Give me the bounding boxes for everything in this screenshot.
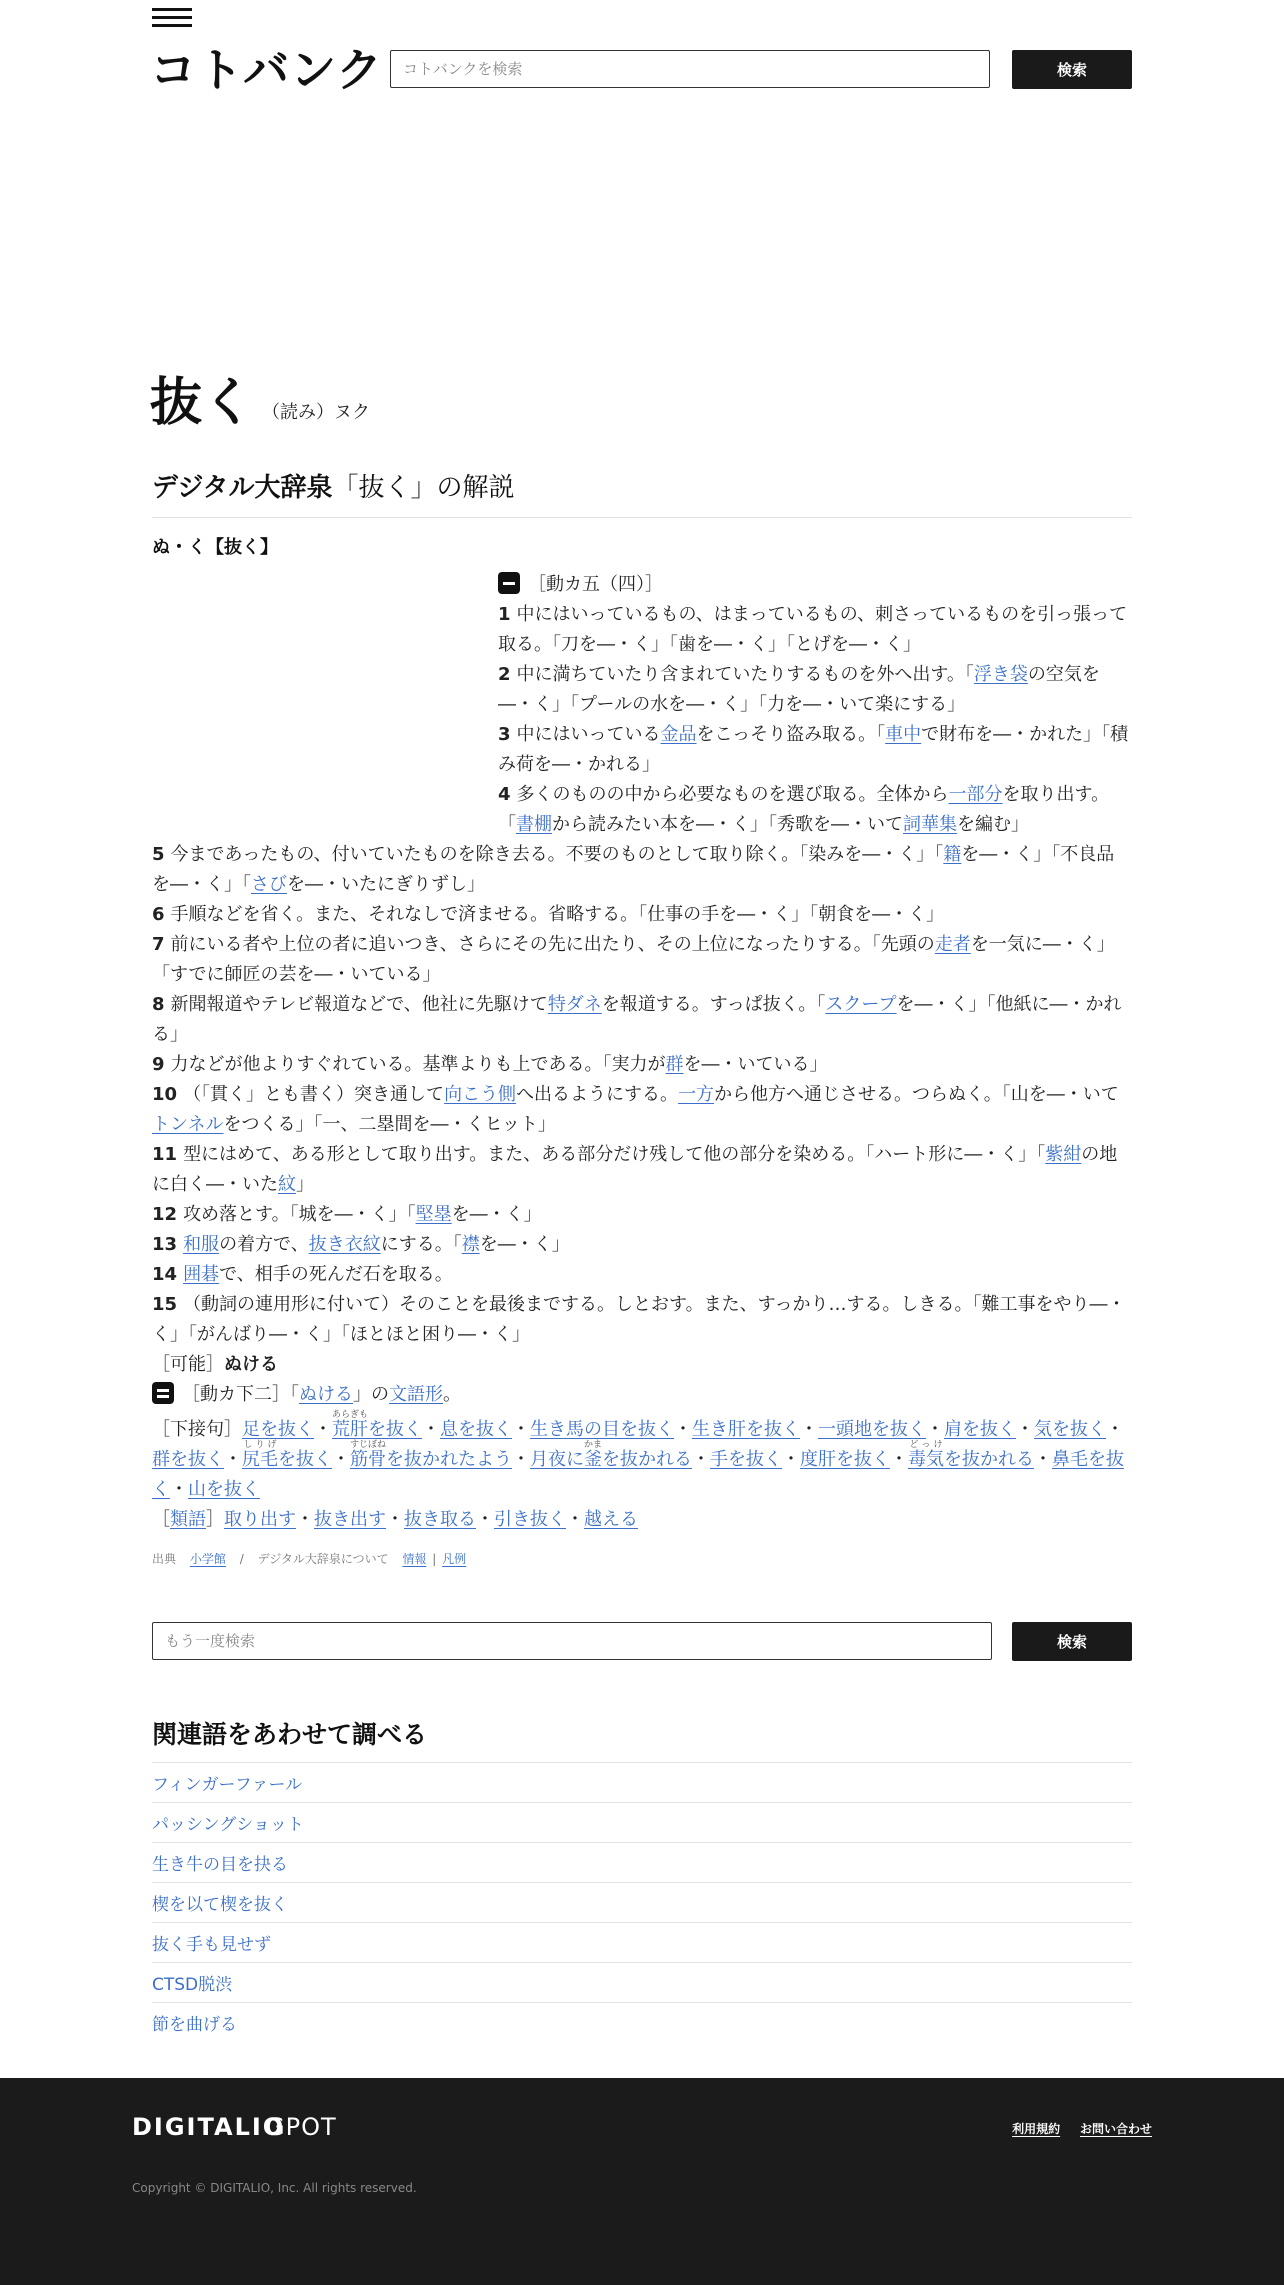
sense-text: をつくる」「一、二塁間を―・くヒット」	[223, 1114, 556, 1135]
term-link[interactable]: 文語形	[389, 1384, 443, 1405]
sense-number: 2	[498, 664, 511, 685]
pos-label: ［動カ五（四）］	[528, 574, 663, 595]
sense-14	[152, 1260, 1132, 1290]
about-text: デジタル大辞泉について	[257, 1552, 389, 1566]
sense-text: 中に満ちていたり含まれていたりするものを外へ出す。「	[516, 664, 974, 685]
term-link[interactable]: 向こう側	[444, 1084, 517, 1105]
bracket: ［	[152, 1509, 170, 1530]
sense-text: で財布を―・かれた」「積み荷を―・かれる」	[498, 724, 1129, 775]
related-link[interactable]: パッシングショット	[152, 1815, 304, 1835]
phrase-link[interactable]: 一頭地を抜く	[818, 1419, 927, 1440]
separator: ・	[674, 1419, 693, 1440]
dictionary-suffix: 「抜く」の解説	[332, 473, 515, 503]
source-label: 出典	[152, 1552, 177, 1566]
sense-text: を―・く」	[451, 1204, 542, 1225]
legend-link[interactable]: 凡例	[442, 1552, 467, 1566]
entry-head: ぬ・く【抜く】	[152, 537, 278, 558]
phrase-link[interactable]: 手を抜く	[710, 1449, 783, 1470]
term-link[interactable]: さび	[251, 874, 287, 895]
sense-text: を一気に―・く」「すでに師匠の芸を―・いている」	[152, 934, 1115, 985]
footer-logo-digitalio[interactable]: DIGITALIO	[132, 2113, 286, 2141]
sense-text: の地に白く―・いた	[152, 1144, 1118, 1195]
synonym-list	[152, 1505, 1132, 1535]
related-link[interactable]: CTSD脱渋	[152, 1975, 233, 1995]
separator: ・	[224, 1449, 242, 1470]
phrase-link[interactable]: 荒肝あらぎもを抜く	[332, 1410, 423, 1440]
term-link[interactable]: 走者	[934, 934, 971, 955]
related-link[interactable]: 節を曲げる	[152, 2015, 237, 2035]
separator: ・	[566, 1509, 584, 1530]
phrase-link[interactable]: 生き馬の目を抜く	[530, 1419, 675, 1440]
related-link[interactable]: 生き牛の目を抉る	[152, 1855, 288, 1875]
related-link[interactable]: 楔を以て楔を抜く	[152, 1895, 288, 1915]
phrase-link[interactable]: 筋骨すじぼねを抜かれたよう	[350, 1440, 513, 1470]
term-link[interactable]: 紋	[278, 1174, 296, 1195]
phrase-label: ［下接句］	[152, 1419, 242, 1440]
search-button[interactable]: 検索	[1012, 50, 1132, 89]
pos-text: 」の	[353, 1384, 389, 1405]
sense-number: 10	[152, 1084, 178, 1105]
related-item	[152, 1882, 1132, 1922]
sense-text: の空気を―・く」「プールの水を―・く」「力を―・いて楽にする」	[498, 664, 1100, 715]
separator: ・	[476, 1509, 494, 1530]
term-link[interactable]: 籍	[943, 844, 962, 865]
term-link[interactable]: 詞華集	[903, 814, 957, 835]
sense-5	[152, 840, 1132, 900]
separator: ・	[386, 1509, 404, 1530]
ad-space	[152, 570, 498, 840]
sense-number: 4	[498, 784, 511, 805]
sense-text: を取り出す。「	[498, 784, 1110, 835]
separator: ・	[512, 1419, 531, 1440]
term-link[interactable]: 一方	[678, 1084, 715, 1105]
phrase-link[interactable]: 群を抜く	[152, 1449, 224, 1470]
bracket: ］	[206, 1509, 224, 1530]
synonym-label-link[interactable]: 類語	[170, 1509, 206, 1530]
footer	[0, 2078, 1284, 2285]
page-title: 抜く	[150, 373, 255, 433]
synonym-link[interactable]: 取り出す	[224, 1509, 296, 1530]
sense-number: 9	[152, 1054, 165, 1075]
related-heading: 関連語をあわせて調べる	[152, 1720, 428, 1749]
term-link[interactable]: 特ダネ	[547, 994, 602, 1015]
sense-text: を―・く」	[479, 1234, 570, 1255]
potential-label: ［可能］	[152, 1354, 224, 1375]
sense-number: 11	[152, 1144, 178, 1165]
phrase-link[interactable]: 息を抜く	[440, 1419, 513, 1440]
related-item	[152, 1842, 1132, 1882]
sense-text: 力などが他よりすぐれている。基準よりも上である。「実力が	[170, 1054, 666, 1075]
sense-text: 攻め落とす。「城を―・く」「	[183, 1204, 416, 1225]
search-input[interactable]	[390, 50, 990, 88]
pos-2	[152, 1380, 1132, 1410]
potential-word: ぬける	[224, 1354, 278, 1375]
separator: ・	[890, 1449, 909, 1470]
separator: |	[432, 1552, 437, 1566]
phrase-link[interactable]: 肩を抜く	[944, 1419, 1017, 1440]
related-item	[152, 1922, 1132, 1962]
phrase-link[interactable]: 尻毛しりげを抜く	[242, 1440, 332, 1470]
sense-text: 型にはめて、ある形として取り出す。また、ある部分だけ残して他の部分を染める。「ハート形に―・く」「	[183, 1144, 1046, 1165]
publisher-link[interactable]: 小学館	[189, 1552, 226, 1566]
source-line	[152, 1550, 466, 1567]
sense-text: を―・く」「不良品を―・く」「	[152, 844, 1115, 895]
sense-text: 新聞報道やテレビ報道などで、他社に先駆けて	[170, 994, 548, 1015]
phrase-list	[152, 1410, 1132, 1505]
potential-form	[152, 1350, 1132, 1380]
search-again-button[interactable]: 検索	[1012, 1622, 1132, 1661]
phrase-link[interactable]: 足を抜く	[242, 1419, 314, 1440]
pos-text: 。	[443, 1384, 461, 1405]
related-item	[152, 2002, 1132, 2042]
dictionary-heading	[152, 470, 514, 506]
sense-number: 3	[498, 724, 511, 745]
separator: ・	[170, 1479, 188, 1500]
sense-number: 15	[152, 1294, 178, 1315]
sense-text: を報道する。すっぱ抜く。「	[601, 994, 826, 1015]
sense-text: 今まであったもの、付いていたものを除き去る。不要のものとして取り除く。「染みを―・く」「	[170, 844, 944, 865]
numeral-two-icon	[152, 1382, 174, 1404]
sense-number: 8	[152, 994, 165, 1015]
related-link[interactable]: フィンガーファール	[152, 1775, 303, 1795]
related-item	[152, 1962, 1132, 2002]
phrase-link[interactable]: 気を抜く	[1034, 1419, 1107, 1440]
term-link[interactable]: 浮き袋	[973, 664, 1028, 685]
footer-links	[996, 2120, 1152, 2137]
sense-text: 手順などを省く。また、それなしで済ませる。省略する。「仕事の手を―・く」「朝食を―・く」	[170, 904, 945, 925]
term-link[interactable]: 和服	[183, 1234, 220, 1255]
sense-number: 5	[152, 844, 165, 865]
term-link[interactable]: 抜き衣紋	[308, 1234, 381, 1255]
footer-logo-gpot[interactable]: GPOT	[266, 2113, 337, 2141]
term-link[interactable]: 書棚	[516, 814, 552, 835]
site-logo[interactable]: コトバンク	[150, 43, 384, 97]
sense-text: （動詞の連用形に付いて）そのことを最後までする。しとおす。また、すっかり…する。しきる。「難工事をやり―・く」「がんばり―・く」「ほとほと困り―・く」	[152, 1294, 1126, 1345]
divider	[152, 517, 1132, 518]
terms-link[interactable]: 利用規約	[1012, 2122, 1061, 2136]
sense-10	[152, 1080, 1132, 1140]
dictionary-name: デジタル大辞泉	[152, 473, 333, 503]
sense-text: 中にはいっている	[516, 724, 661, 745]
synonym-link[interactable]: 引き抜く	[494, 1509, 566, 1530]
sense-text: へ出るようにする。	[516, 1084, 679, 1105]
sense-text: （「貫く」とも書く）突き通して	[183, 1084, 445, 1105]
sense-text: を編む」	[957, 814, 1029, 835]
term-link[interactable]: 襟	[461, 1234, 480, 1255]
sense-text: 中にはいっているもの、はまっているもの、刺さっているものを引っ張って取る。「刀を―・く」「歯を―・く」「とげを―・く」	[498, 604, 1128, 655]
sense-11	[152, 1140, 1132, 1200]
separator: ・	[782, 1449, 801, 1470]
term-link[interactable]: 群	[665, 1054, 684, 1075]
related-list	[152, 1762, 1132, 2042]
definition-body	[152, 570, 1132, 1535]
term-link[interactable]: 車中	[885, 724, 922, 745]
sense-number: 1	[498, 604, 511, 625]
separator: ・	[800, 1419, 819, 1440]
separator: /	[239, 1552, 244, 1566]
term-link[interactable]: トンネル	[152, 1114, 224, 1135]
synonym-link[interactable]: 抜き取る	[404, 1509, 476, 1530]
sense-number: 12	[152, 1204, 178, 1225]
sense-text: から読みたい本を―・く」「秀歌を―・いて	[552, 814, 903, 835]
related-item	[152, 1762, 1132, 1802]
separator: ・	[1016, 1419, 1035, 1440]
sense-number: 13	[152, 1234, 178, 1255]
sense-9	[152, 1050, 1132, 1080]
sense-text: を―・く」「他紙に―・かれる」	[152, 994, 1122, 1045]
phrase-link[interactable]: 生き肝を抜く	[692, 1419, 801, 1440]
sense-number: 7	[152, 934, 165, 955]
copyright: Copyright © DIGITALIO, Inc. All rights reserved.	[132, 2181, 417, 2195]
term-link[interactable]: 堅塁	[415, 1204, 452, 1225]
sense-number: 6	[152, 904, 165, 925]
phrase-link[interactable]: 度肝を抜く	[800, 1449, 891, 1470]
separator: ・	[1034, 1449, 1053, 1470]
sense-15	[152, 1290, 1132, 1350]
sense-6	[152, 900, 1132, 930]
numeral-one-icon	[498, 572, 520, 594]
phrase-link[interactable]: 月夜に釜かまを抜かれる	[530, 1440, 693, 1470]
phrase-link[interactable]: 毒気どっけを抜かれる	[908, 1440, 1035, 1470]
sense-number: 14	[152, 1264, 178, 1285]
sense-12	[152, 1200, 1132, 1230]
term-link[interactable]: スクープ	[825, 994, 897, 1015]
sense-text: の着方で、	[219, 1234, 309, 1255]
term-link[interactable]: 一部分	[948, 784, 1003, 805]
term-link[interactable]: 囲碁	[183, 1264, 220, 1285]
search-again-input[interactable]	[152, 1622, 992, 1660]
contact-link[interactable]: お問い合わせ	[1079, 2122, 1152, 2136]
reading: （読み）ヌク	[262, 402, 370, 423]
sense-text: を―・いている」	[683, 1054, 828, 1075]
separator: ・	[512, 1449, 531, 1470]
related-link[interactable]: 抜く手も見せず	[152, 1935, 271, 1955]
term-link[interactable]: 金品	[660, 724, 697, 745]
related-item	[152, 1802, 1132, 1842]
separator: ・	[1106, 1419, 1125, 1440]
separator: ・	[692, 1449, 711, 1470]
sense-text: を―・いたにぎりずし」	[287, 874, 485, 895]
hamburger-menu-icon[interactable]	[152, 8, 192, 32]
term-link[interactable]: ぬける	[299, 1384, 353, 1405]
sense-text: 前にいる者や上位の者に追いつき、さらにその先に出たり、その上位になったりする。「先頭の	[170, 934, 935, 955]
separator: ・	[422, 1419, 441, 1440]
sense-8	[152, 990, 1132, 1050]
separator: ・	[314, 1419, 332, 1440]
sense-text: 多くのものの中から必要なものを選び取る。全体から	[516, 784, 949, 805]
separator: ・	[332, 1449, 350, 1470]
phrase-link[interactable]: 鼻毛を抜く	[152, 1449, 1125, 1500]
sense-text: から他方へ通じさせる。つらぬく。「山を―・いて	[714, 1084, 1119, 1105]
separator: ・	[926, 1419, 945, 1440]
sense-text: で、相手の死んだ石を取る。	[219, 1264, 453, 1285]
synonym-link[interactable]: 越える	[584, 1509, 638, 1530]
phrase-link[interactable]: 山を抜く	[188, 1479, 260, 1500]
sense-text: 」	[296, 1174, 314, 1195]
term-link[interactable]: 紫紺	[1045, 1144, 1082, 1165]
sense-text: にする。「	[380, 1234, 462, 1255]
info-link[interactable]: 情報	[402, 1552, 427, 1566]
sense-13	[152, 1230, 1132, 1260]
separator: ・	[296, 1509, 314, 1530]
sense-7	[152, 930, 1132, 990]
synonym-link[interactable]: 抜き出す	[314, 1509, 386, 1530]
pos-label: ［動カ下二］「	[182, 1384, 299, 1405]
sense-text: をこっそり盗み取る。「	[696, 724, 886, 745]
